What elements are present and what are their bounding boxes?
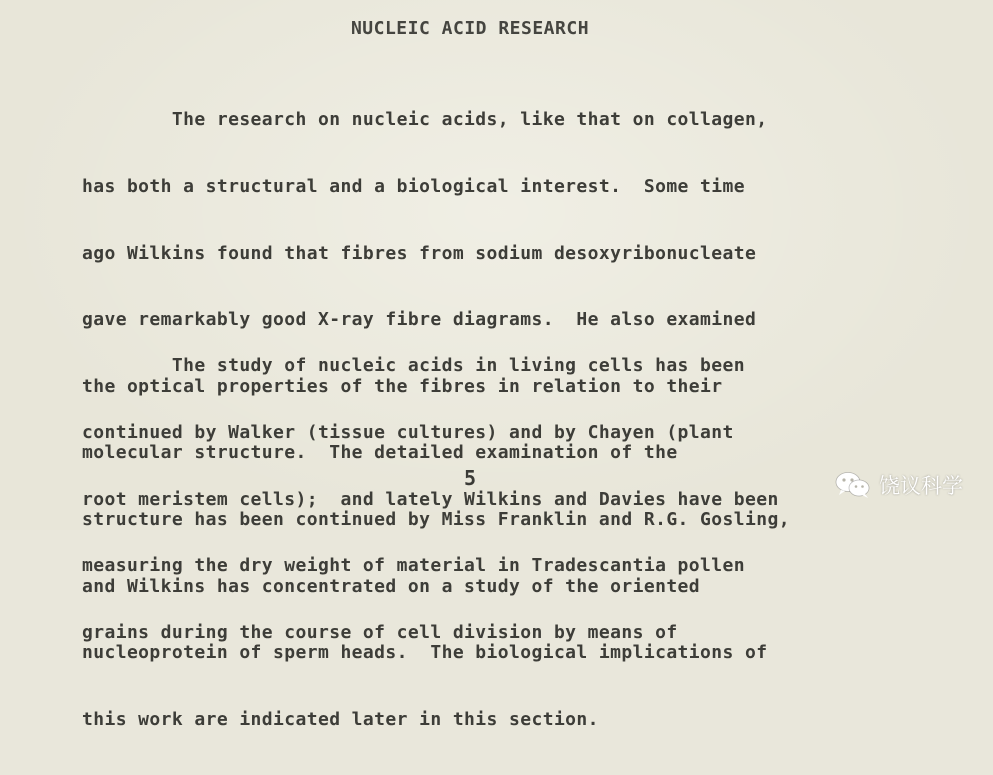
text-line: measuring the dry weight of material in Tradescantia pollen: [82, 555, 745, 577]
text-line: structure has been continued by Miss Franklin and R.G. Gosling,: [82, 508, 790, 530]
text-line: gave remarkably good X-ray fibre diagrams. He also examined: [82, 309, 757, 331]
text-line: ago Wilkins found that fibres from sodium desoxyribonucleate: [82, 242, 757, 264]
text-line: has both a structural and a biological interest. Some time: [82, 176, 745, 197]
text-line: The study of nucleic acids in living cells has been: [82, 355, 745, 377]
text-line: root meristem cells); and lately Wilkins and Davies have been: [82, 488, 779, 510]
text-line: this work are indicated later in this section.: [82, 708, 599, 730]
paragraph-2: [82, 311, 942, 688]
watermark-text: 饶议科学: [879, 474, 963, 498]
text-line: molecular structure. The detailed examination of the: [82, 442, 678, 464]
text-line: and Wilkins has concentrated on a study of the oriented: [82, 575, 701, 597]
page-number: 5: [464, 466, 477, 490]
text-line: grains during the course of cell division by means of: [82, 621, 678, 643]
watermark: [835, 470, 963, 500]
text-line: The research on nucleic acids, like that on collagen,: [82, 109, 768, 131]
wechat-icon: [835, 471, 871, 499]
text-line: continued by Walker (tissue cultures) and by Chayen (plant: [82, 422, 734, 443]
document-title: NUCLEIC ACID RESEARCH: [350, 18, 590, 39]
text-line: the optical properties of the fibres in relation to their: [82, 375, 723, 397]
text-line: nucleoprotein of sperm heads. The biological implications of: [82, 642, 768, 664]
